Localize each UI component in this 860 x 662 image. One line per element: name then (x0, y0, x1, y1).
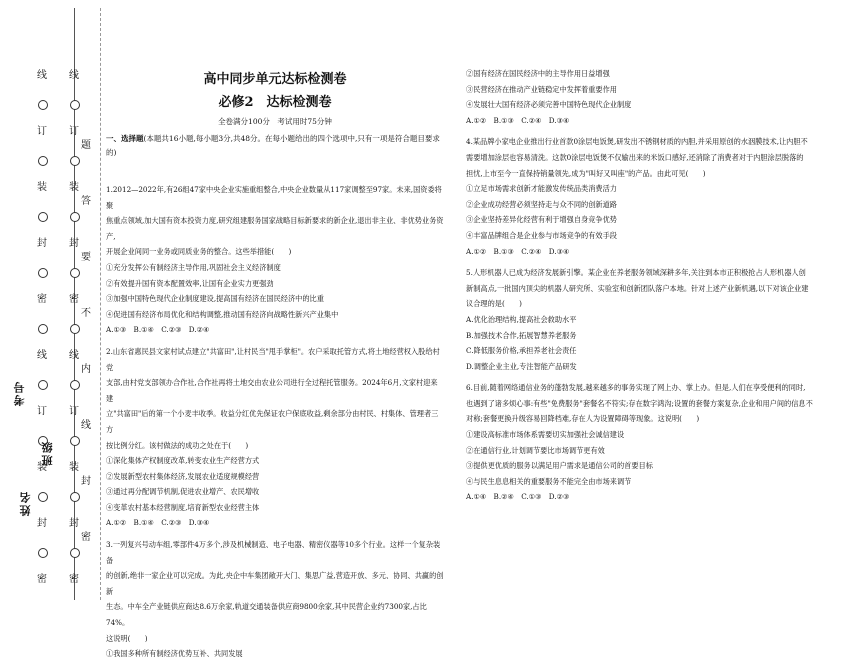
right-text-line: A.①④ B.②④ C.①③ D.②③ (466, 492, 570, 502)
binding-char: 装 (69, 182, 79, 193)
binding-circle-icon (38, 492, 48, 502)
left-text-line: 生态。中车全产业链供应商达8.6万余家,轨道交通装备供应商9800余家,其中民营企业约7300家,占比74%。 (106, 602, 427, 628)
right-text-line: ②国有经济在国民经济中的主导作用日益增强 (466, 69, 610, 78)
left-text-line: 3.一列复兴号动车组,零部件4万多个,涉及机械制造、电子电器、精密仪器等10多个行业。这样一个复杂装备 (106, 540, 441, 565)
binding-char: 订 (69, 406, 79, 417)
id-field-label: 考号 (13, 380, 26, 406)
left-text-line: ①深化集体产权制度改革,转变农业生产经营方式 (106, 456, 260, 466)
binding-inner-char: 封 (81, 476, 91, 487)
binding-circle-icon (70, 212, 80, 222)
left-text-line: 开展企业间同一业务或同质业务的整合。这些举措能( ) (106, 247, 292, 257)
right-text-line: ①建设高标准市场体系需要切实加强社会诚信建设 (466, 430, 625, 440)
left-text-line: ④促进国有经济布局优化和结构调整,推动国有经济向战略性新兴产业集中 (106, 309, 339, 319)
right-text-line: A.①② B.①③ C.②④ D.③④ (466, 246, 570, 256)
binding-circle-icon (70, 380, 80, 390)
binding-char: 线 (37, 350, 47, 361)
binding-circle-icon (70, 268, 80, 278)
right-text-line: 担忧,上市至今一直保持销量领先,成为"叫好又叫座"的产品。由此可见( ) (466, 168, 706, 178)
binding-circle-icon (38, 380, 48, 390)
right-column (466, 66, 850, 505)
left-text-line: 立"共富田"后的第一个小麦丰收季。收益分红优先保证农户保底收益,剩余部分由村民、村集体、管理者三方 (106, 409, 439, 434)
section-heading (106, 132, 444, 160)
binding-char: 密 (69, 294, 79, 305)
right-text-line: ②企业成功经营必须坚持走与众不同的创新道路 (466, 199, 617, 209)
binding-circle-icon (70, 324, 80, 334)
binding-inner-char: 答 (81, 196, 91, 207)
right-text-line: 6.目前,随着网络通信业务的蓬勃发展,越来越多的事务实现了网上办、掌上办。但是,人们在享受便利的同时, (466, 383, 806, 393)
right-text-line: 也遇到了诸多烦心事:有些"免费服务"套餐名不符实;存在数字鸿沟;设置的套餐方案复杂,企业和用户间的信息不 (466, 398, 813, 408)
binding-char: 订 (37, 406, 47, 417)
binding-char: 封 (69, 238, 79, 249)
left-text-line: ①充分发挥公有制经济主导作用,巩固社会主义经济制度 (106, 262, 281, 272)
left-text-line: ②有效提升国有资本配置效率,让国有企业实力更强劲 (106, 278, 274, 288)
right-text-line: B.加强技术合作,拓展智慧养老服务 (466, 330, 577, 340)
right-text-line: ④与民生息息相关的重要服务不能完全由市场来调节 (466, 476, 632, 486)
right-text-line: 需要增加涂层也容易清洗。这款0涂层电饭煲不仅输出来的米饭口感好,还消除了消费者对于内胆涂层脱落的 (466, 152, 804, 162)
binding-margin (0, 0, 100, 608)
right-text-line: 对称;套餐更换升级容易回降档难,存在人为设置障碍等现象。这说明( ) (466, 414, 700, 424)
left-text-line: 这说明( ) (106, 633, 148, 643)
left-text-line: 1.2012—2022年,有26组47家中央企业实施重组整合,中央企业数量从117家调整至97家。未来,国资委将聚 (106, 185, 442, 210)
name-field-label: 姓名 (19, 490, 32, 516)
right-text-line: A.①② B.①③ C.②④ D.③④ (466, 115, 570, 125)
left-text-line: 焦重点领域,加大国有资本投资力度,研究组建服务国家战略目标新要求的新企业,退出非主业、非优势业务资产, (106, 216, 444, 241)
right-text-line: ③提供更优质的服务以满足用户需求是通信公司的首要目标 (466, 461, 653, 471)
exam-subtitle: 必修2 达标检测卷 (218, 95, 332, 110)
binding-char: 订 (69, 126, 79, 137)
binding-char: 线 (37, 70, 47, 81)
binding-inner-char: 内 (81, 364, 91, 375)
binding-inner-char: 线 (81, 420, 91, 431)
right-text-line: ③民营经济在推动产业链稳定中发挥着重要作用 (466, 84, 617, 94)
left-text-line: A.①② B.①④ C.②③ D.③④ (106, 518, 210, 528)
left-column (106, 60, 444, 662)
binding-char: 线 (69, 70, 79, 81)
section-label: 一、选择题 (106, 134, 144, 143)
binding-circle-icon (70, 492, 80, 502)
section-desc: (本题共16小题,每小题3分,共48分。在每小题给出的四个选项中,只有一项是符合题目要求的) (106, 134, 440, 157)
binding-circle-icon (70, 436, 80, 446)
left-text-line: 支部,由村党支部领办合作社,合作社再将土地交由农业公司进行全过程托管服务。2024年6月,文家村迎来建 (106, 378, 438, 403)
binding-circle-icon (70, 100, 80, 110)
exam-info: 全卷满分100分 考试用时75分钟 (218, 117, 332, 126)
binding-inner-char: 要 (81, 252, 91, 263)
binding-circle-icon (70, 548, 80, 558)
binding-line-inner (100, 8, 101, 600)
left-text-line: 2.山东省惠民县文家村试点建立"共富田",让村民当"甩手掌柜"。农户采取托管方式,将土地经营权入股给村党 (106, 346, 440, 372)
binding-char: 密 (37, 294, 47, 305)
right-text-line: 议合理的是( ) (466, 299, 522, 309)
binding-char: 装 (37, 182, 47, 193)
left-text-line: ③通过再分配调节机制,促进农业增产、农民增收 (106, 487, 260, 497)
binding-circle-icon (70, 156, 80, 166)
right-text-line: ②在通信行业,计划调节要比市场调节更有效 (466, 445, 605, 455)
binding-inner-char: 题 (81, 140, 91, 151)
binding-char: 线 (69, 350, 79, 361)
right-text-line: D.调整企业主业,专注智能产品研发 (466, 361, 577, 371)
binding-circle-icon (38, 268, 48, 278)
left-text-line: ②发展新型农村集体经济,发展农业适度规模经营 (106, 471, 260, 481)
left-text-line: A.①③ B.①④ C.②③ D.②④ (106, 325, 210, 335)
binding-char: 密 (69, 574, 79, 585)
right-text-line: 新制高点,一批国内顶尖的机器人研究所、实验室和创新团队落户本地。针对上述产业新机遇,以下对该企业建 (466, 283, 809, 293)
binding-circle-icon (38, 156, 48, 166)
binding-inner-char: 不 (81, 308, 91, 319)
right-text-line: A.优化治理结构,提高社会救助水平 (466, 314, 577, 324)
left-text-line: ④变革农村基本经营制度,培育新型农业经营主体 (106, 502, 260, 512)
binding-circle-icon (38, 100, 48, 110)
right-text-line: ①立足市场需求创新才能激发传统品类消费活力 (466, 184, 617, 194)
binding-circle-icon (38, 212, 48, 222)
binding-char: 封 (69, 518, 79, 529)
binding-char: 封 (37, 238, 47, 249)
left-text-line: 的创新,绝非一家企业可以完成。为此,央企中车集团敞开大门、集思广益,营造开放、多元、协同、共赢的创新 (106, 571, 444, 596)
binding-inner-char: 密 (81, 532, 91, 543)
right-text-line: ③企业坚持差异化经营有利于增强自身竞争优势 (466, 215, 617, 225)
binding-char: 封 (37, 518, 47, 529)
binding-char: 装 (37, 462, 47, 473)
right-text-line: 5.人形机器人已成为经济发展新引擎。某企业在养老服务领域深耕多年,关注到本市正积极抢占人形机器人创 (466, 268, 806, 278)
right-text-line: C.降低服务价格,承担养老社会责任 (466, 346, 577, 356)
binding-char: 密 (37, 574, 47, 585)
binding-char: 装 (69, 462, 79, 473)
binding-circle-icon (38, 548, 48, 558)
class-field-label: 班级 (41, 440, 54, 466)
exam-title: 高中同步单元达标检测卷 (203, 72, 347, 87)
left-text-line: ①我国多种所有制经济优势互补、共同发展 (106, 649, 243, 659)
binding-char: 订 (37, 126, 47, 137)
left-text-line: 按比例分红。该村做法的成功之处在于( ) (106, 440, 249, 450)
right-question-body (466, 66, 850, 505)
binding-circle-icon (38, 324, 48, 334)
right-text-line: ④丰富品牌组合是企业参与市场竞争的有效手段 (466, 230, 617, 240)
right-text-line: ④发展壮大国有经济必须完善中国特色现代企业制度 (466, 100, 632, 110)
left-text-line: ③加强中国特色现代企业制度建设,提高国有经济在国民经济中的比重 (106, 294, 324, 304)
right-text-line: 4.某品牌小家电企业推出行业首款0涂层电饭煲,研发出不锈钢材质的内胆,并采用原创的水洇膜技术,让内胆不 (466, 137, 808, 147)
left-question-body (106, 182, 444, 662)
